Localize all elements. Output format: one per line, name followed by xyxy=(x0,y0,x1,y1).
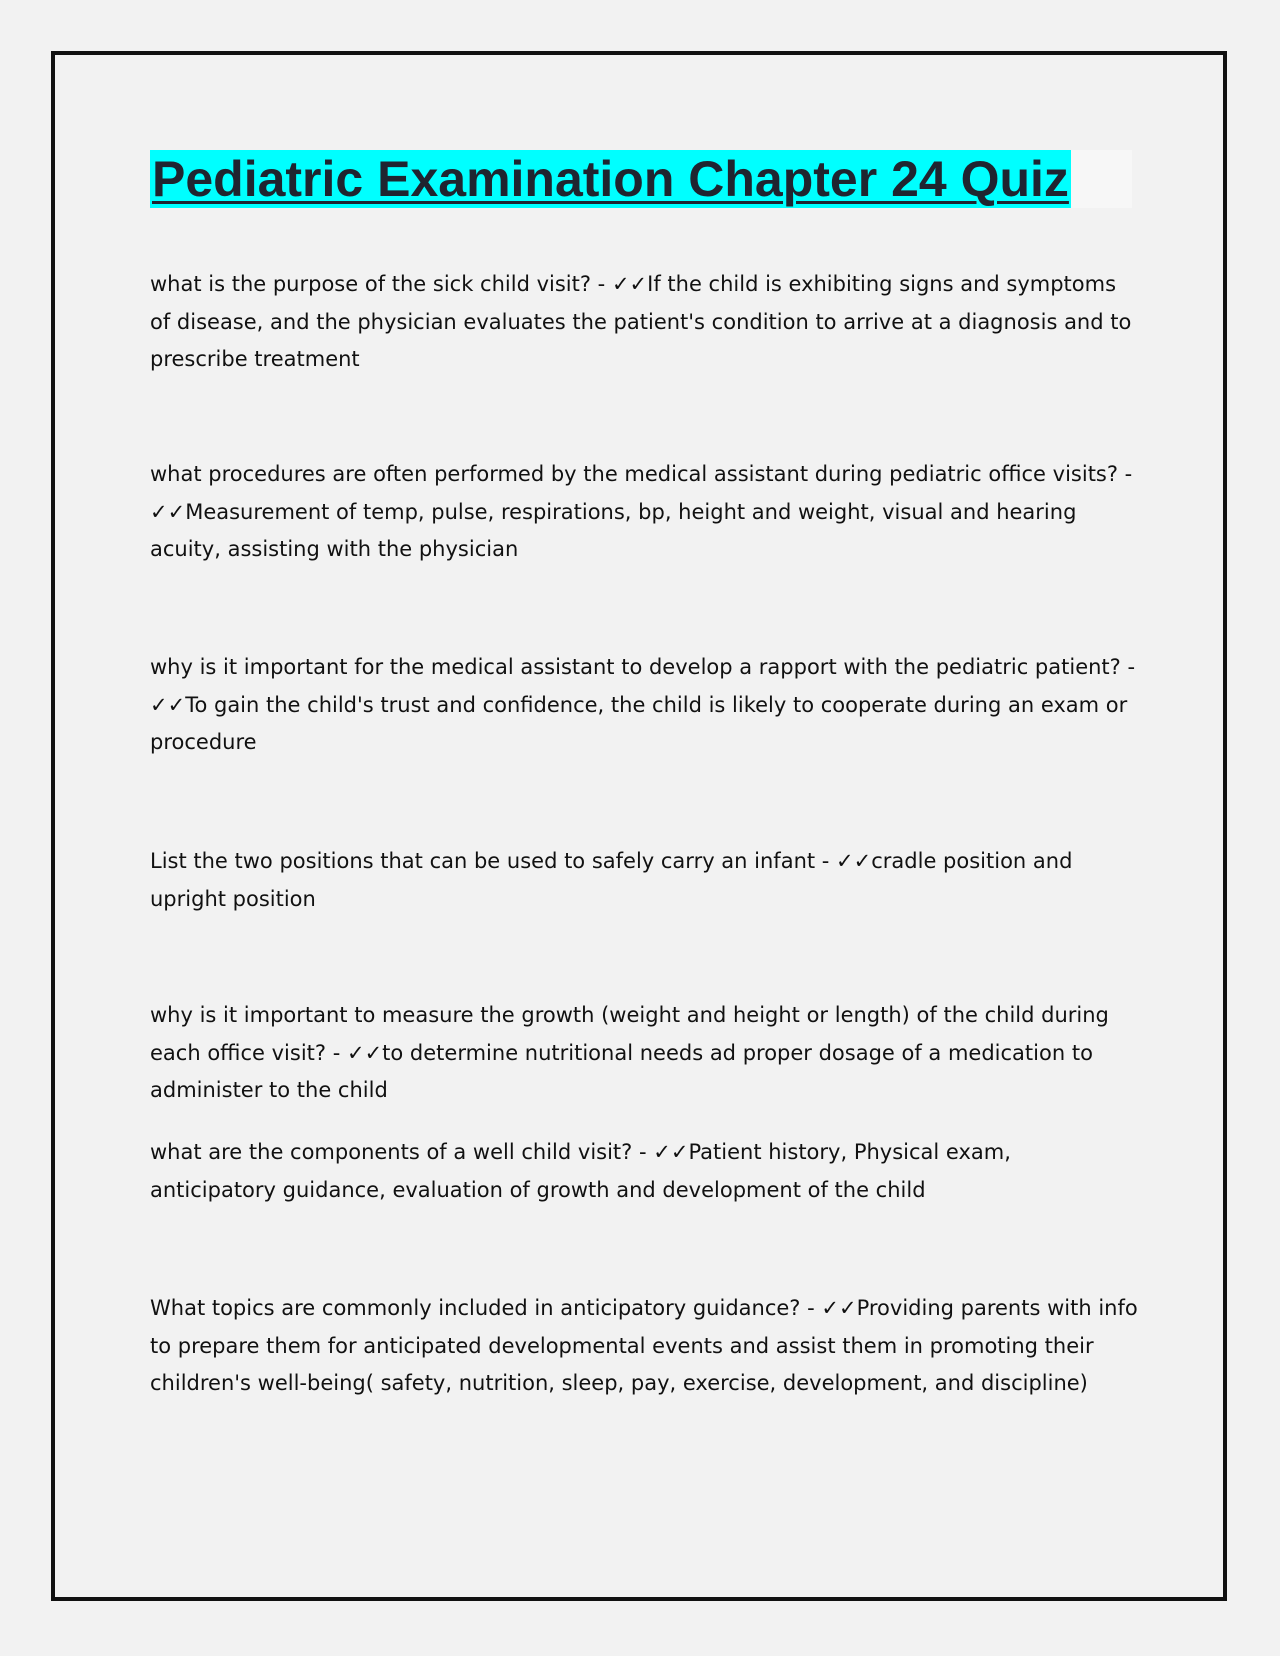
question-text: why is it important to measure the growth (weight and height or length) of the child during each office visit? - xyxy=(150,1003,1109,1065)
answer-text: cradle position and upright position xyxy=(150,849,1073,911)
qa-item-2 xyxy=(150,456,1140,569)
double-check-icon: ✓✓ xyxy=(821,1296,857,1320)
double-check-icon: ✓✓ xyxy=(836,849,872,873)
title-block xyxy=(150,150,1132,208)
qa-item-6 xyxy=(150,1134,1140,1209)
question-text: why is it important for the medical assistant to develop a rapport with the pediatric patient? - xyxy=(150,655,1136,679)
double-check-icon: ✓✓ xyxy=(346,1040,383,1065)
qa-item-5 xyxy=(150,997,1140,1110)
question-text: what are the components of a well child visit? - xyxy=(150,1140,654,1164)
answer-text: To gain the child's trust and confidence, the child is likely to cooperate during an exam or procedure xyxy=(150,692,1128,754)
question-text: what is the purpose of the sick child visit? - xyxy=(150,272,612,296)
question-text: List the two positions that can be used to safely carry an infant - xyxy=(150,849,837,873)
double-check-icon: ✓✓ xyxy=(150,692,186,717)
question-text: What topics are commonly included in anticipatory guidance? - xyxy=(150,1296,822,1320)
answer-text: If the child is exhibiting signs and symptoms of disease, and the physician evaluates the patient's condition to arrive at a diagnosis and to prescribe treatment xyxy=(150,272,1132,371)
double-check-icon: ✓✓ xyxy=(611,272,648,296)
qa-item-3 xyxy=(150,649,1140,762)
answer-text: Measurement of temp, pulse, respirations, bp, height and weight, visual and hearing acuity, assisting with the physician xyxy=(150,499,1077,561)
answer-text: Providing parents with info to prepare them for anticipated developmental events and assist them in promoting their children's well-being( safety, nutrition, sleep, pay, exercise, development, and discipline) xyxy=(150,1296,1138,1395)
double-check-icon: ✓✓ xyxy=(150,499,186,524)
double-check-icon: ✓✓ xyxy=(653,1140,689,1164)
question-text: what procedures are often performed by the medical assistant during pediatric office visits? - xyxy=(150,462,1133,486)
answer-text: Patient history, Physical exam, anticipatory guidance, evaluation of growth and development of the child xyxy=(150,1140,1011,1202)
qa-item-7 xyxy=(150,1290,1140,1403)
qa-item-1 xyxy=(150,266,1140,379)
document-title: Pediatric Examination Chapter 24 Quiz xyxy=(152,151,1069,207)
answer-text: to determine nutritional needs ad proper dosage of a medication to administer to the child xyxy=(150,1040,1093,1102)
qa-item-4 xyxy=(150,843,1140,918)
